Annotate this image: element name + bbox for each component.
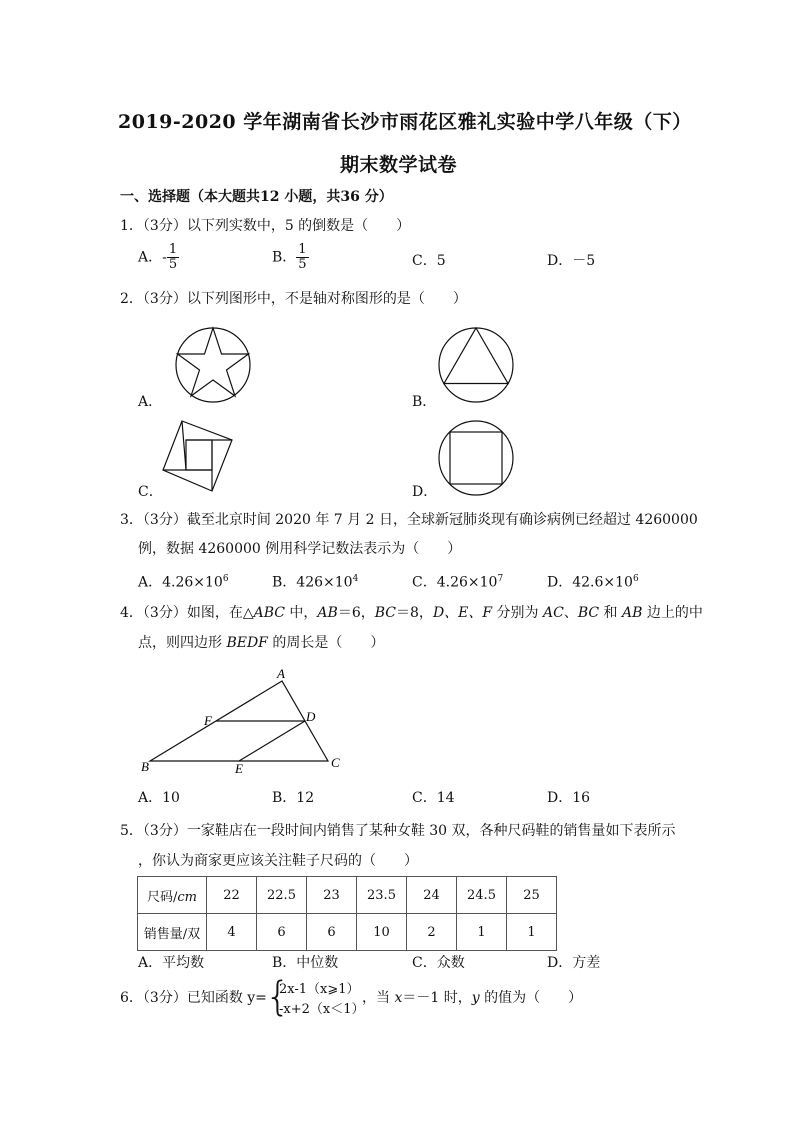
q2-option-b: B． [412,394,437,410]
q1-b-prefix: B． [272,249,297,266]
q4-option-a: A．10 [138,790,180,806]
q3-b-exp: 4 [352,574,359,584]
table-row-sizes [138,877,557,914]
q3-c-exp: 7 [497,574,504,584]
q6-text: ＝－1 时， [402,990,472,1006]
q6-brace: { [265,974,291,1020]
q6-case1: 2x-1（x⩾1） [279,982,360,997]
q4-var: AC [543,605,564,621]
q1-b-den: 5 [298,257,307,272]
q3-line1: 3．（3分）截至北京时间 2020 年 7 月 2 日，全球新冠肺炎现有确诊病例已经超过 4260000 [120,512,698,528]
q2-figure-d-square-in-circle [436,418,516,498]
q6-suffix [362,988,582,1008]
table-cell: 22.5 [257,877,307,914]
q6-text: 的值为（ ） [479,990,583,1006]
q4-text: 的周长是（ ） [267,635,385,651]
q4-text: 4．（3分）如图，在△ [120,605,254,621]
q1-a-prefix: A． [138,249,163,266]
q4-var: AB [622,605,643,621]
q2-figure-b-triangle-in-circle [436,325,516,405]
q5-line2: ，你认为商家更应该关注鞋子尺码的（ ） [138,853,418,869]
q4-option-d: D．16 [547,790,591,806]
q2-option-d: D． [412,484,438,500]
q3-a-base: A．4.26×10 [138,574,223,591]
q3-b-base: B．426×10 [272,574,353,591]
table-cell: 2 [407,914,457,951]
size-head-unit: cm [177,889,197,905]
q6-text: ，当 [362,990,395,1006]
q6-var-x: x [394,990,403,1006]
q4-text: ＝6， [337,605,375,621]
q4-var: BEDF [226,635,268,651]
table-cell: 1 [457,914,507,951]
q3-a-exp: 6 [222,574,229,584]
q4-label-f: F [204,713,212,728]
q6-case2: -x+2（x＜1） [279,1002,365,1017]
q4-var: D、E、F [432,605,493,621]
table-cell: 4 [207,914,257,951]
table-cell: 23 [307,877,357,914]
table-cell: 24 [407,877,457,914]
q1-option-a [138,243,179,272]
q4-text: 分别为 [492,605,544,621]
q4-var: BC [577,605,600,621]
q4-label-c: C [331,755,340,770]
page-title-line2: 期末数学试卷 [340,154,458,176]
q2-figure-c-pythagoras-squares [160,418,240,494]
size-head-label: 尺码/ [147,889,178,905]
q2-option-a: A． [138,394,163,410]
table-cell: 1 [507,914,557,951]
table-cell: 24.5 [457,877,507,914]
q3-d-exp: 6 [632,574,639,584]
q3-option-c [412,569,503,593]
q4-text: 边上的中 [642,605,703,621]
table-cell: 6 [307,914,357,951]
q3-option-a [138,569,229,593]
q1-stem: 1．（3分）以下列实数中，5 的倒数是（ ） [120,218,411,234]
q4-var: AB [317,605,338,621]
q1-a-num: 1 [168,242,178,257]
table-header-size [138,877,207,914]
q4-triangle-figure [138,665,358,777]
q4-text: 和 [599,605,623,621]
q1-option-d: D．－5 [547,253,596,269]
table-cell: 22 [207,877,257,914]
q4-var: BC [374,605,397,621]
q1-b-num: 1 [298,242,307,257]
q5-option-c: C．众数 [412,955,465,971]
q6-var-y: y [471,990,480,1006]
q3-d-base: D．42.6×10 [547,574,633,591]
q1-a-den: 5 [168,257,178,272]
q4-line2 [138,633,384,653]
q3-option-d [547,569,639,593]
q1-a-sign: - [162,249,167,266]
q6-prefix: 6．（3分）已知函数 y= [120,990,267,1006]
q1-a-fraction [167,243,179,272]
q4-label-a: A [277,666,285,681]
q4-label-e: E [235,761,243,776]
q5-line1: 5．（3分）一家鞋店在一段时间内销售了某种女鞋 30 双，各种尺码鞋的销售量如下表所示 [120,823,676,839]
q5-size-table [137,876,557,951]
q4-var: ABC [253,605,285,621]
table-cell: 25 [507,877,557,914]
q3-option-b [272,569,358,593]
q1-option-b [272,243,309,272]
q2-option-c: C． [138,484,163,500]
q5-option-a: A．平均数 [138,955,205,971]
q4-segment-de [239,721,305,761]
q2-figure-a-star-in-circle [160,325,266,405]
q4-option-b: B．12 [272,790,315,806]
q4-label-d: D [306,709,316,724]
q4-text: 中， [284,605,318,621]
q4-line1 [120,603,703,623]
q4-text: 点，则四边形 [138,635,227,651]
q4-option-c: C．14 [412,790,455,806]
page-title-line1: 2019-2020 学年湖南省长沙市雨花区雅礼实验中学八年级（下） [118,111,692,133]
q5-option-d: D．方差 [547,955,601,971]
q4-label-b: B [141,759,149,774]
table-row-sales [138,914,557,951]
q1-b-fraction [296,243,308,272]
table-header-sales: 销售量/双 [138,914,207,951]
table-cell: 23.5 [357,877,407,914]
q3-line2: 例，数据 4260000 例用科学记数法表示为（ ） [138,541,462,557]
q5-option-b: B．中位数 [272,955,339,971]
table-cell: 6 [257,914,307,951]
q1-option-c: C．5 [412,253,446,269]
q3-c-base: C．4.26×10 [412,574,498,591]
section-heading: 一、选择题（本大题共12 小题，共36 分） [120,189,393,205]
table-cell: 10 [357,914,407,951]
q2-stem: 2．（3分）以下列图形中，不是轴对称图形的是（ ） [120,291,467,307]
q4-text: 、 [563,605,578,621]
q4-text: ＝8， [396,605,433,621]
